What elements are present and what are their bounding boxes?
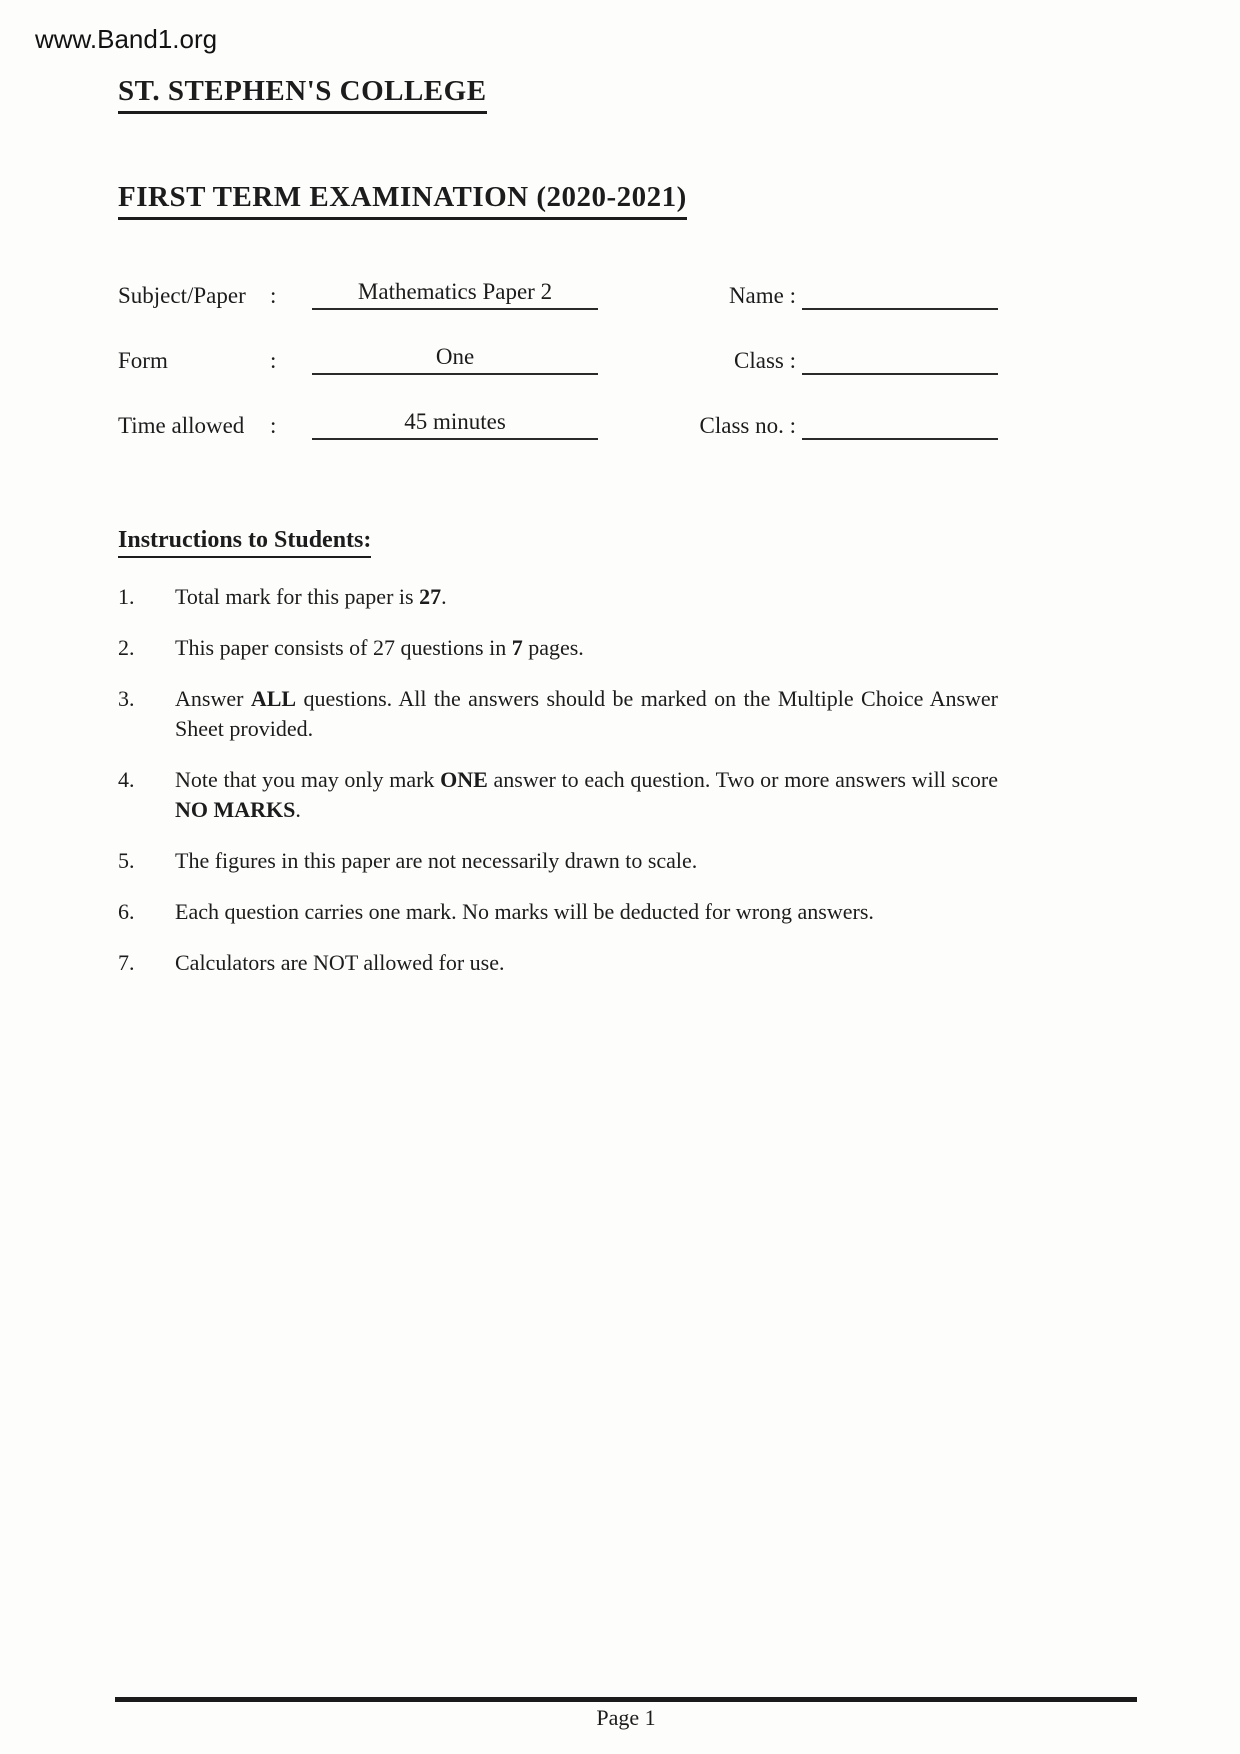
school-title-wrap [118, 76, 998, 114]
instruction-text: Note that you may only mark ONE answer to each question. Two or more answers will score NO MARKS. [175, 766, 998, 822]
class-no-blank-line [802, 414, 998, 440]
instruction-text: Answer ALL questions. All the answers should be marked on the Multiple Choice Answer Sheet provided. [175, 685, 998, 741]
time-allowed-label: Time allowed [118, 412, 245, 438]
form-row-subject [118, 278, 998, 310]
instruction-text: Calculators are NOT allowed for use. [175, 949, 505, 975]
instruction-item [118, 633, 998, 663]
exam-title: FIRST TERM EXAMINATION (2020-2021) [118, 182, 687, 220]
instruction-number: 5. [118, 847, 135, 873]
page-footer [115, 1697, 1137, 1731]
instruction-item [118, 765, 998, 825]
footer-rule [115, 1697, 1137, 1702]
instructions-heading-wrap [118, 473, 998, 558]
school-title: ST. STEPHEN'S COLLEGE [118, 76, 487, 114]
class-no-field-group [676, 412, 998, 440]
instruction-item [118, 897, 998, 927]
instruction-text: Total mark for this paper is 27. [175, 583, 447, 609]
subject-value: Mathematics Paper 2 [312, 278, 598, 310]
exam-title-wrap [118, 114, 998, 220]
form-row-time [118, 408, 998, 440]
watermark-url: www.Band1.org [35, 24, 218, 54]
subject-label: Subject/Paper [118, 282, 246, 308]
instruction-item [118, 948, 998, 978]
class-label: Class : [734, 347, 796, 373]
form-value: One [312, 343, 598, 375]
subject-colon: : [270, 282, 277, 308]
instructions-list [118, 582, 998, 978]
name-blank-line [802, 284, 998, 310]
class-field-group [676, 347, 998, 375]
instruction-item [118, 846, 998, 876]
name-field-group [676, 282, 998, 310]
exam-info-form [118, 278, 998, 440]
instruction-number: 6. [118, 898, 135, 924]
class-no-label: Class no. : [699, 412, 796, 438]
instruction-text: This paper consists of 27 questions in 7 pages. [175, 634, 584, 660]
time-allowed-value: 45 minutes [312, 408, 598, 440]
page-content [118, 76, 998, 999]
instruction-number: 2. [118, 634, 135, 660]
instruction-text: The figures in this paper are not necessarily drawn to scale. [175, 847, 698, 873]
instruction-number: 7. [118, 949, 135, 975]
form-row-form [118, 343, 998, 375]
time-allowed-colon: : [270, 412, 277, 438]
page-number: Page 1 [596, 1705, 656, 1730]
instruction-item [118, 582, 998, 612]
instruction-number: 1. [118, 583, 135, 609]
instruction-item [118, 684, 998, 744]
instruction-text: Each question carries one mark. No marks will be deducted for wrong answers. [175, 898, 874, 924]
form-label: Form [118, 347, 168, 373]
form-colon: : [270, 347, 277, 373]
instructions-heading: Instructions to Students: [118, 527, 371, 558]
instruction-number: 3. [118, 685, 135, 711]
name-label: Name : [728, 282, 796, 308]
class-blank-line [802, 349, 998, 375]
instruction-number: 4. [118, 766, 135, 792]
